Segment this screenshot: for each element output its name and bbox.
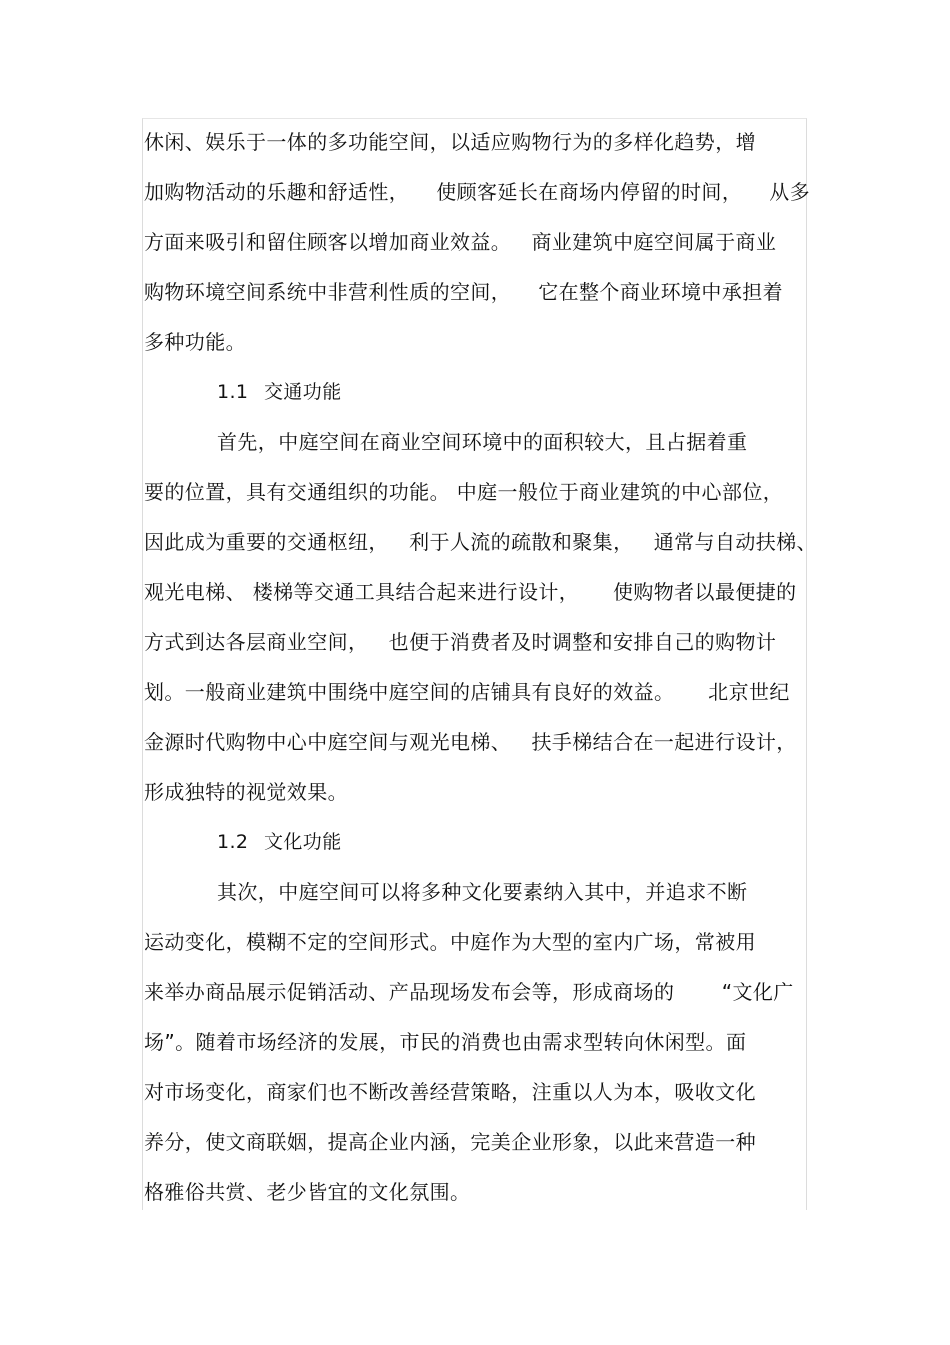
text-line: 场”。随着市场经济的发展，市民的消费也由需求型转向休闲型。面 bbox=[144, 1030, 747, 1054]
text-line: 形成独特的视觉效果。 bbox=[144, 780, 348, 804]
culture-paragraph bbox=[144, 874, 809, 1224]
section-number: 1.2 bbox=[217, 831, 249, 853]
document-body bbox=[144, 124, 817, 1224]
text-line: 休闲、娱乐于一体的多功能空间，以适应购物行为的多样化趋势，增 bbox=[144, 130, 756, 154]
section-heading-traffic bbox=[144, 374, 809, 424]
text-line: 金源时代购物中心中庭空间与观光电梯、 扶手梯结合在一起进行设计， bbox=[144, 730, 797, 754]
text-line: 首先，中庭空间在商业空间环境中的面积较大，且占据着重 bbox=[217, 430, 748, 454]
text-line: 购物环境空间系统中非营利性质的空间， 它在整个商业环境中承担着 bbox=[144, 280, 784, 304]
text-line: 运动变化，模糊不定的空间形式。中庭作为大型的室内广场，常被用 bbox=[144, 930, 756, 954]
text-line: 对市场变化，商家们也不断改善经营策略，注重以人为本，吸收文化 bbox=[144, 1080, 756, 1104]
text-line: 来举办商品展示促销活动、产品现场发布会等，形成商场的 “文化广 bbox=[144, 980, 794, 1004]
text-line: 加购物活动的乐趣和舒适性， 使顾客延长在商场内停留的时间， 从多 bbox=[144, 180, 811, 204]
section-heading-culture bbox=[144, 824, 809, 874]
text-line: 方面来吸引和留住顾客以增加商业效益。 商业建筑中庭空间属于商业 bbox=[144, 230, 777, 254]
text-line: 多种功能。 bbox=[144, 330, 246, 354]
section-title: 文化功能 bbox=[264, 831, 342, 853]
traffic-paragraph bbox=[144, 424, 817, 824]
text-line: 要的位置，具有交通组织的功能。 中庭一般位于商业建筑的中心部位， bbox=[144, 480, 784, 504]
text-line: 格雅俗共赏、老少皆宜的文化氛围。 bbox=[144, 1180, 471, 1204]
text-line: 划。一般商业建筑中围绕中庭空间的店铺具有良好的效益。 北京世纪 bbox=[144, 680, 790, 704]
text-line: 养分，使文商联姻，提高企业内涵，完美企业形象，以此来营造一种 bbox=[144, 1130, 756, 1154]
text-line: 观光电梯、 楼梯等交通工具结合起来进行设计， 使购物者以最便捷的 bbox=[144, 580, 797, 604]
intro-paragraph bbox=[144, 124, 809, 374]
text-line: 方式到达各层商业空间， 也便于消费者及时调整和安排自己的购物计 bbox=[144, 630, 777, 654]
text-line: 其次，中庭空间可以将多种文化要素纳入其中，并追求不断 bbox=[217, 880, 748, 904]
section-number: 1.1 bbox=[217, 381, 249, 403]
section-title: 交通功能 bbox=[264, 381, 342, 403]
text-line: 因此成为重要的交通枢纽， 利于人流的疏散和聚集， 通常与自动扶梯、 bbox=[144, 530, 817, 554]
